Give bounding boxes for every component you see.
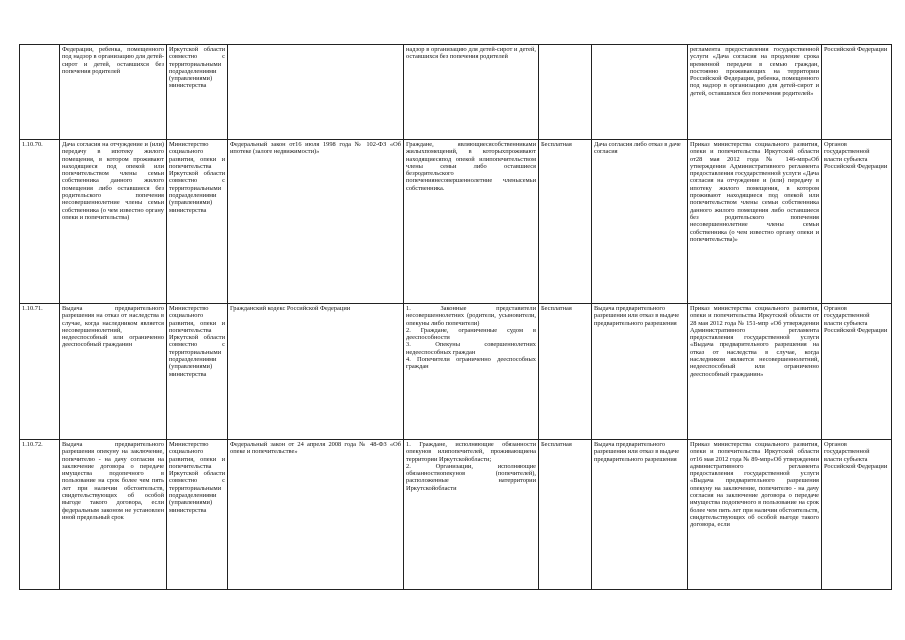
table-row	[20, 440, 892, 590]
authority-level: Органов государственной власти субъекта Российской Федерации	[822, 440, 892, 590]
legal-basis: Гражданский кодекс Российской Федерации	[228, 304, 404, 440]
service-result	[592, 45, 688, 140]
regulation: Приказ министерства социального развития, опеки и попечительства Иркутской области от28 мая 2012 года № 146-мпр«Об утверждении Административного регламента предоставления государственной услуги «Дача согласия на отчуждение и (или) передачу в ипотеку жилого помещения, в котором проживают находящиеся под опекой или попечительством члены семьи собственника данного жилого помещения либо оставшиеся без родительского попечения несовершеннолетние члены семьи собственника (о чем известно органу опеки и попечительства)»	[688, 140, 822, 304]
row-number: 1.10.71.	[20, 304, 60, 440]
service-result: Дача согласия либо отказ в даче согласия	[592, 140, 688, 304]
services-table	[19, 44, 892, 590]
table-row	[20, 140, 892, 304]
regulation: Приказ министерства социального развития, опеки и попечительства Иркутской области от16 мая 2012 года № 89-мпр«Об утверждении административного регламента предоставления государственной услуги «Выдача предварительного разрешения опекуну на заключение, попечителю - на дачу согласия на заключение договора о передаче имущества подопечного в пользование на срок более чем пять лет при наличии обстоятельств, свидетельствующих об особой выгоде такого договора, если	[688, 440, 822, 590]
recipients: Граждане, являющиесясобственниками жилыхпомещений, в которыхпроживают находящиесяпод опекой илипопечительством члены семьи либо оставшиеся безродительского попечениянесовершеннолетние членысемьи собственника.	[404, 140, 539, 304]
recipients: надзор в организацию для детей-сирот и детей, оставшихся без попечения родителей	[404, 45, 539, 140]
service-result: Выдача предварительного разрешения или отказ в выдаче предварительного разрешения	[592, 304, 688, 440]
recipients: 1. Граждане, исполняющие обязанности опекунов илипопечителей, проживающиена территории Иркутскойобласти; 2. Организации, исполняющие обязанностиопекунов (попечителей), расположенные натерритории Иркутскойобласти	[404, 440, 539, 590]
authority-level: Органов государственной власти субъекта Российской Федерации	[822, 140, 892, 304]
row-number	[20, 45, 60, 140]
payment-terms: Бесплатная	[539, 440, 592, 590]
table-row	[20, 304, 892, 440]
payment-terms: Бесплатная	[539, 140, 592, 304]
legal-basis: Федеральный закон от 24 апреля 2008 года № 48-ФЗ «Об опеке и попечительстве»	[228, 440, 404, 590]
authority-level: Органов государственной власти субъекта Российской Федерации	[822, 304, 892, 440]
table-row	[20, 45, 892, 140]
payment-terms	[539, 45, 592, 140]
row-number: 1.10.70.	[20, 140, 60, 304]
recipients: 1. Законные представители несовершеннолетних (родители, усыновители, опекуны либо попечители) 2. Граждане, ограниченные судом в дееспособности 3. Опекуны совершеннолетних недееспособных граждан 4. Попечители ограниченно дееспособных граждан	[404, 304, 539, 440]
service-name: Федерации, ребенка, помещенного под надзор в организацию для детей-сирот и детей, оставшихся без попечения родителей	[60, 45, 167, 140]
row-number: 1.10.72.	[20, 440, 60, 590]
regulation: Приказ министерства социального развития, опеки и попечительства Иркутской области от 28 мая 2012 года № 151-мпр «Об утверждении Административного регламента предоставления государственной услуги «Выдача предварительного разрешения на отказ от наследства в случае, когда наследником является несовершеннолетний, недееспособный или ограниченно дееспособный гражданин»	[688, 304, 822, 440]
responsible-body: Министерство социального развития, опеки и попечительства Иркутской области совместно с территориальными подразделениями (управлениями) министерства	[167, 140, 228, 304]
authority-level: Российской Федерации	[822, 45, 892, 140]
service-name: Выдача предварительного разрешения опекуну на заключение, попечителю - на дачу согласия на заключение договора о передаче имущества подопечного в пользование на срок более чем пять лет при наличии обстоятельств, свидетельствующих об особой выгоде такого договора, если федеральным законом не установлен иной предельный срок	[60, 440, 167, 590]
service-name: Дача согласия на отчуждение и (или) передачу в ипотеку жилого помещения, в котором проживают находящиеся под опекой или попечительством члены семьи собственника данного жилого помещения либо оставшиеся без родительского попечения несовершеннолетние члены семьи собственника (о чем известно органу опеки и попечительства)	[60, 140, 167, 304]
regulation: регламента предоставления государственной услуги «Дача согласия на продление срока временной передачи в семью граждан, постоянно проживающих на территории Российской Федерации, ребенка, помещенного под надзор в организацию для детей-сирот и детей, оставшихся без попечения родителей»	[688, 45, 822, 140]
service-result: Выдача предварительного разрешения или отказ в выдаче предварительного разрешения	[592, 440, 688, 590]
responsible-body: Иркутской области совместно с территориальными подразделениями (управлениями) министерства	[167, 45, 228, 140]
payment-terms: Бесплатная	[539, 304, 592, 440]
legal-basis: Федеральный закон от16 июля 1998 года № 102-ФЗ «Об ипотеке (залоге недвижимости)»	[228, 140, 404, 304]
service-name: Выдача предварительного разрешения на отказ от наследства в случае, когда наследником является несовершеннолетний, недееспособный или ограниченно дееспособный гражданин	[60, 304, 167, 440]
responsible-body: Министерство социального развития, опеки и попечительства Иркутской области совместно с территориальными подразделениями (управлениями) министерства	[167, 304, 228, 440]
legal-basis	[228, 45, 404, 140]
responsible-body: Министерство социального развития, опеки и попечительства Иркутской области совместно с территориальными подразделениями (управлениями) министерства	[167, 440, 228, 590]
document-page	[19, 44, 891, 590]
